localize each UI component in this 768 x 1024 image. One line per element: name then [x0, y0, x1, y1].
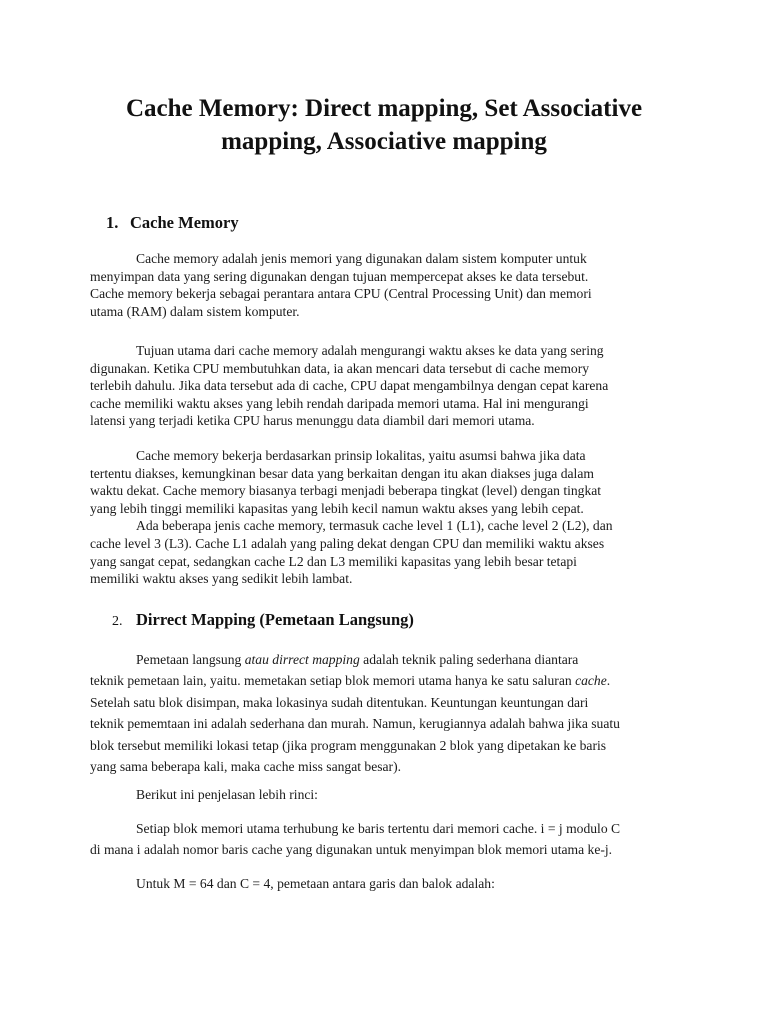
text-run: . [606, 673, 611, 689]
text-run: teknik pemetaan lain, yaitu. memetakan setiap blok memori utama hanya ke satu saluran [90, 673, 576, 689]
text-line: Untuk M = 64 dan C = 4, pemetaan antara garis dan balok adalah: [136, 876, 495, 891]
text-line: utama (RAM) dalam sistem komputer. [90, 303, 300, 319]
text-line: Setelah satu blok disimpan, maka lokasinya sudah ditentukan. Keuntungan keuntungan dari [90, 694, 589, 710]
text-line: di mana i adalah nomor baris cache yang digunakan untuk menyimpan blok memori utama ke-j. [90, 842, 613, 858]
text-line [90, 670, 680, 691]
text-line: memiliki waktu akses yang sedikit lebih lambat. [90, 571, 353, 587]
text-line: terlebih dahulu. Jika data tersebut ada di cache, CPU dapat mengambilnya dengan cepat karena [90, 378, 609, 394]
text-line: waktu dekat. Cache memory biasanya terbagi menjadi beberapa tingkat (level) dengan tingkat [90, 483, 602, 499]
text-line: yang lebih tinggi memiliki kapasitas yang lebih kecil namun waktu akses yang lebih cepat. [90, 500, 584, 516]
title-rest-line1: Direct mapping, Set Associative [305, 95, 643, 122]
text-line: menyimpan data yang sering digunakan dengan tujuan mempercepat akses ke data tersebut. [90, 268, 589, 284]
title-lead: Cache Memory: [125, 95, 299, 122]
section-2-heading [112, 610, 414, 632]
section-2-number: 2. [112, 614, 123, 629]
section-2-title: Dirrect Mapping (Pemetaan Langsung) [136, 610, 414, 629]
italic-text: atau dirrect mapping [244, 652, 360, 667]
text-line: cache memiliki waktu akses yang lebih rendah daripada memori utama. Hal ini mengurangi [90, 395, 589, 411]
section-1-paragraph-1 [90, 250, 680, 320]
section-1-heading [106, 213, 239, 233]
text-line: Cache memory adalah jenis memori yang digunakan dalam sistem komputer untuk [136, 251, 587, 266]
title-line2: mapping, Associative mapping [221, 128, 547, 155]
text-line: digunakan. Ketika CPU membutuhkan data, ia akan mencari data tersebut di cache memory [90, 360, 590, 376]
text-line: Ada beberapa jenis cache memory, termasuk cache level 1 (L1), cache level 2 (L2), dan [136, 518, 613, 534]
section-2-paragraph-1 [90, 649, 680, 777]
text-line: Berikut ini penjelasan lebih rinci: [136, 787, 318, 802]
text-line: latensi yang terjadi ketika CPU harus menunggu data diambil dari memori utama. [90, 413, 535, 429]
section-1-paragraph-3 [90, 447, 680, 588]
text-run: adalah teknik paling sederhana diantara [359, 652, 579, 667]
section-2-paragraph-3 [90, 818, 680, 861]
section-1-number: 1. [106, 213, 119, 232]
section-1-paragraph-2 [90, 342, 680, 430]
text-line: Tujuan utama dari cache memory adalah mengurangi waktu akses ke data yang sering [136, 343, 604, 358]
text-line: Cache memory bekerja berdasarkan prinsip lokalitas, yaitu asumsi bahwa jika data [136, 448, 586, 463]
text-line: yang sama beberapa kali, maka cache miss sangat besar). [90, 759, 402, 775]
text-line: yang sangat cepat, sedangkan cache L2 dan L3 memiliki kapasitas yang lebih besar tetapi [90, 553, 577, 569]
text-line: blok tersebut memiliki lokasi tetap (jika program menggunakan 2 blok yang dipetakan ke baris [90, 737, 607, 753]
text-line: cache level 3 (L3). Cache L1 adalah yang paling dekat dengan CPU dan memiliki waktu akses [90, 535, 605, 551]
document-title [60, 92, 708, 158]
text-line: Setiap blok memori utama terhubung ke baris tertentu dari memori cache. i = j modulo C [136, 821, 621, 836]
section-2-paragraph-2 [90, 784, 680, 805]
text-run: Pemetaan langsung [136, 652, 245, 667]
text-line: teknik pememtaan ini adalah sederhana dan murah. Namun, kerugiannya adalah bahwa jika suatu [90, 716, 620, 732]
text-line: tertentu diakses, kemungkinan besar data yang berkaitan dengan itu akan diakses juga dalam [90, 465, 594, 481]
section-1-title: Cache Memory [130, 213, 239, 232]
text-line [90, 649, 680, 670]
text-line: Cache memory bekerja sebagai perantara antara CPU (Central Processing Unit) dan memori [90, 286, 592, 302]
section-2-paragraph-4 [90, 873, 680, 894]
italic-text: cache [575, 673, 607, 689]
